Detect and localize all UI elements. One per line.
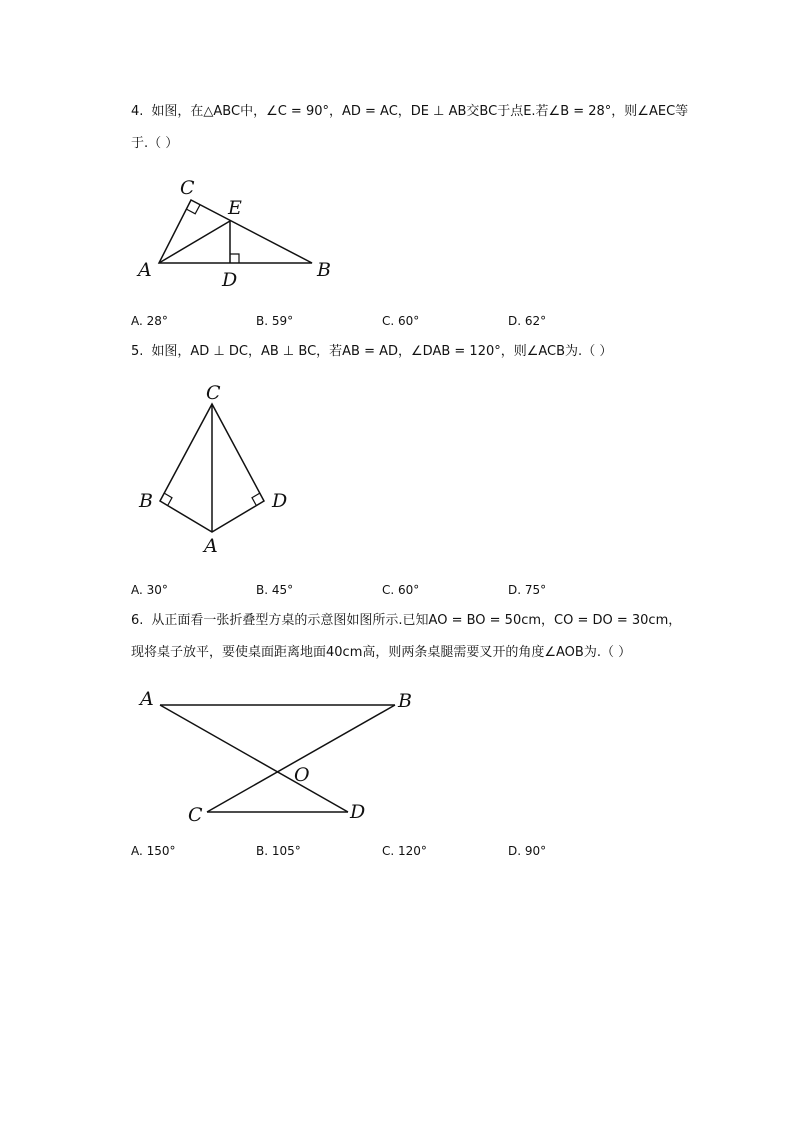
q4-label-d: D [222,269,238,291]
q6-text-line2: 现将桌子放平，要使桌面距离地面40cm高，则两条桌腿需要叉开的角度∠AOB为.（ ） [131,645,632,660]
q6-number: 6. [131,613,144,628]
q6-option-a[interactable]: A. 150° [131,844,176,858]
q4-option-d[interactable]: D. 62° [508,314,547,328]
q6-label-a: A [140,688,154,710]
q6-segment-ad [160,705,348,812]
q5-label-b: B [139,490,153,512]
q6-option-c[interactable]: C. 120° [382,844,427,858]
q4-label-c: C [180,177,195,199]
q6-text-line1 [131,611,681,631]
q6-stem-line1: 从正面看一张折叠型方桌的示意图如图所示.已知AO = BO = 50cm，CO = DO = 30cm， [151,613,682,628]
q4-label-b: B [317,259,331,281]
q6-label-b: B [398,690,412,712]
q5-number: 5. [131,344,144,359]
q6-option-d[interactable]: D. 90° [508,844,547,858]
q4-figure [130,170,350,295]
q6-segment-bc [207,705,395,812]
q6-label-d: D [350,801,366,823]
q5-figure [130,380,310,560]
q5-option-b[interactable]: B. 45° [256,583,294,597]
q4-label-a: A [138,259,152,281]
q4-right-angle-d [230,254,239,263]
q6-option-b[interactable]: B. 105° [256,844,301,858]
q5-option-a[interactable]: A. 30° [131,583,168,597]
q5-label-a: A [204,535,218,557]
q5-label-d: D [272,490,288,512]
q6-label-c: C [188,804,203,826]
q4-stem: 如图，在△ABC中，∠C = 90°，AD = AC，DE ⊥ AB交BC于点E.若∠B = 28°，则∠AEC等 [151,104,689,119]
q4-number: 4. [131,104,144,119]
q5-stem: 如图，AD ⊥ DC，AB ⊥ BC，若AB = AD，∠DAB = 120°，则∠ACB为.（ ） [151,344,613,359]
q4-label-e: E [228,197,242,219]
q5-option-d[interactable]: D. 75° [508,583,547,597]
q6-label-o: O [294,764,310,786]
q5-text-line1 [131,342,612,362]
q4-option-a[interactable]: A. 28° [131,314,168,328]
q4-option-c[interactable]: C. 60° [382,314,420,328]
q4-option-b[interactable]: B. 59° [256,314,294,328]
q4-text-line2: 于.（ ） [131,136,179,151]
q6-figure [130,680,430,830]
q5-option-c[interactable]: C. 60° [382,583,420,597]
q4-text-line1 [131,102,688,122]
q5-label-c: C [206,382,221,404]
